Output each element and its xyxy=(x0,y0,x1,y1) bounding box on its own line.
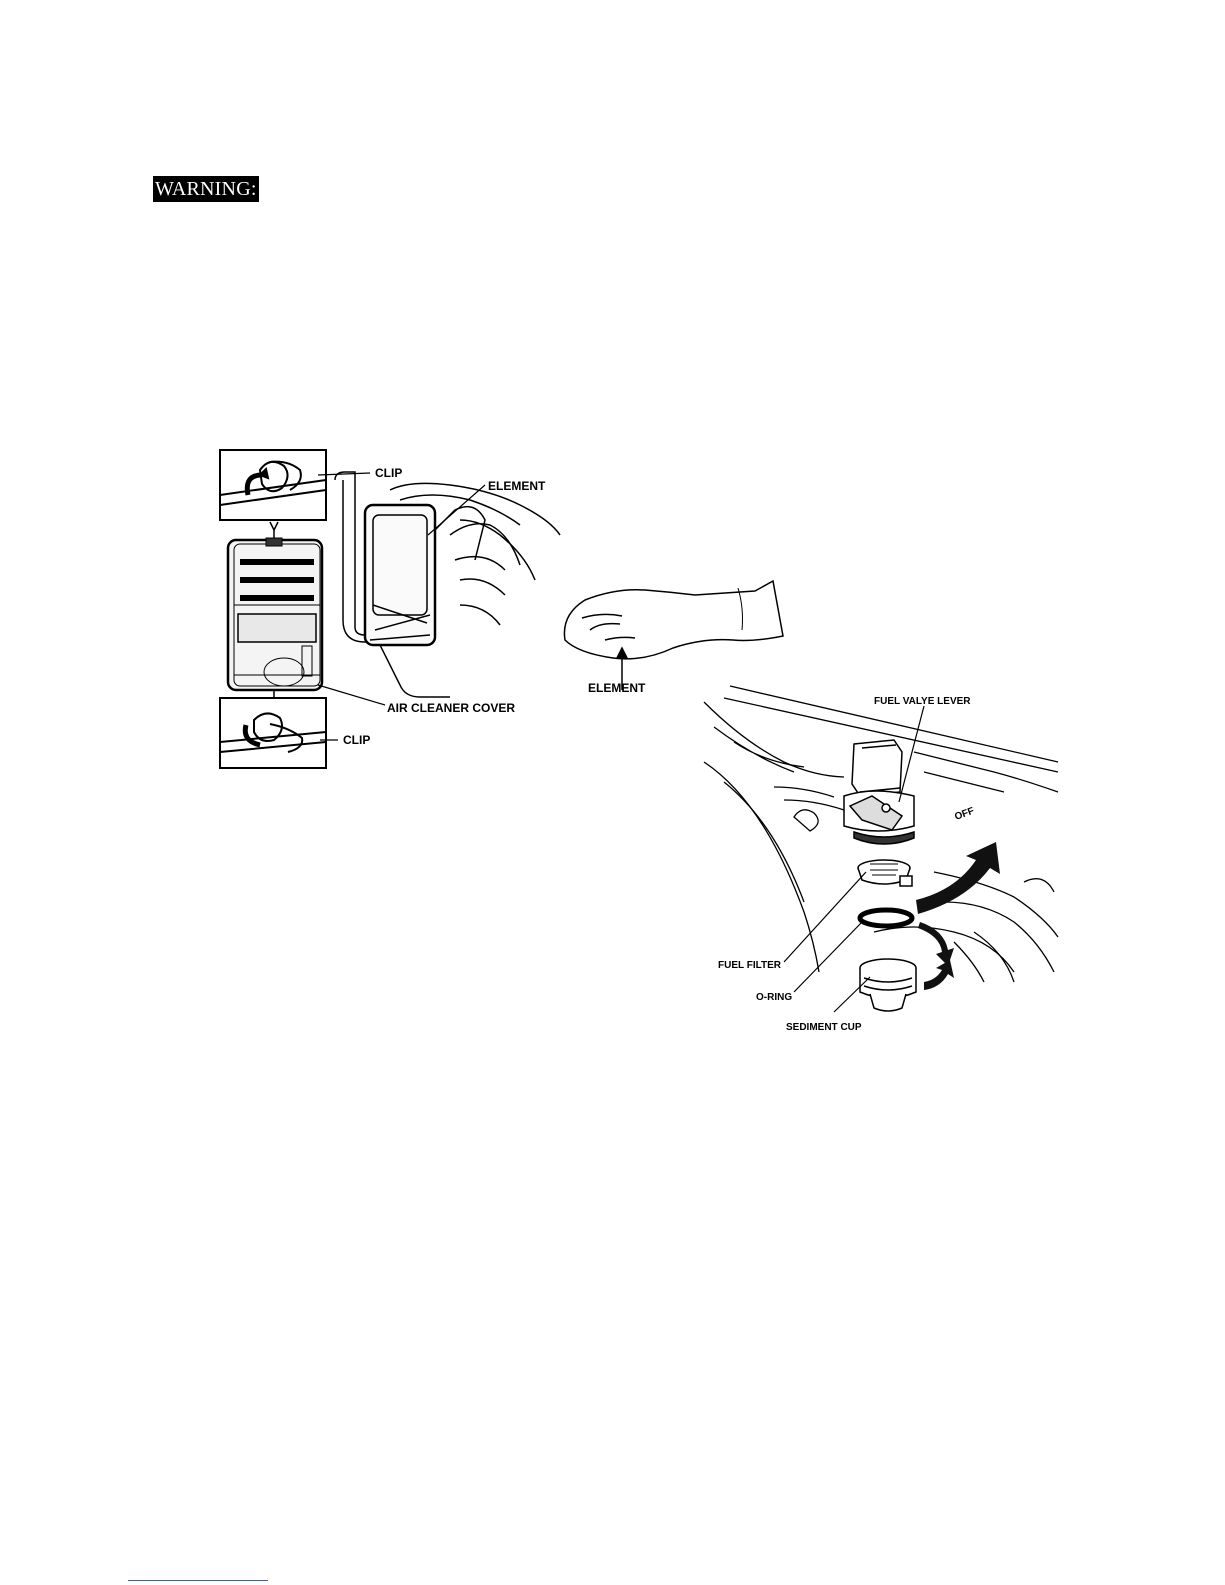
fuel-valve-body xyxy=(844,740,914,844)
clip-inset-top xyxy=(220,450,326,520)
label-element: ELEMENT xyxy=(488,479,546,493)
warning-label: WARNING: xyxy=(155,178,257,200)
footnote-separator xyxy=(128,1580,268,1581)
label-fuel-filter: FUEL FILTER xyxy=(718,960,781,971)
clip-inset-bottom xyxy=(220,698,326,768)
label-off: OFF xyxy=(953,805,976,823)
sediment-cup xyxy=(860,959,916,1011)
label-clip-top: CLIP xyxy=(375,466,403,480)
fuel-filter xyxy=(858,860,912,886)
label-clip-bottom: CLIP xyxy=(343,733,371,747)
o-ring xyxy=(860,910,912,926)
rotate-arrow-icon xyxy=(918,922,954,990)
label-element-hand: ELEMENT xyxy=(588,681,646,695)
air-cleaner-element xyxy=(335,472,560,697)
engine-outline xyxy=(704,686,1058,982)
air-cleaner-cover xyxy=(228,538,322,690)
label-fuel-valve-lever: FUEL VALYE LEVER xyxy=(874,696,971,707)
label-sediment-cup: SEDIMENT CUP xyxy=(786,1022,862,1033)
fuel-valve-illustration xyxy=(694,672,1058,1040)
label-o-ring: O-RING xyxy=(756,992,793,1003)
label-air-cleaner-cover: AIR CLEANER COVER xyxy=(387,701,516,715)
